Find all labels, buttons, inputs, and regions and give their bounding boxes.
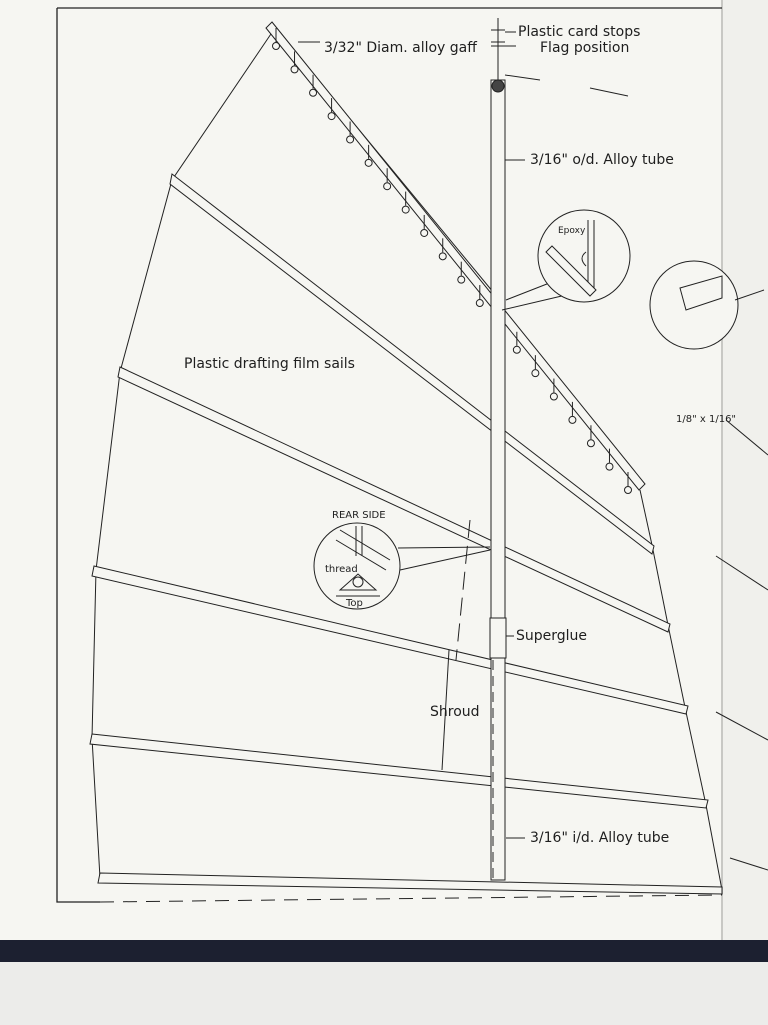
- epoxy-detail: [538, 210, 630, 302]
- sail-hanger-ring: [439, 253, 446, 260]
- plastic-card-stops-label: Plastic card stops: [518, 24, 641, 40]
- mast: [490, 18, 506, 880]
- sail-hanger-ring: [606, 463, 613, 470]
- sail-hanger-ring: [273, 43, 280, 50]
- gaff-label: 3/32" Diam. alloy gaff: [324, 40, 477, 56]
- sail-hanger-ring: [310, 89, 317, 96]
- sail-hanger-ring: [625, 487, 632, 494]
- batten-size-label: 1/8" x 1/16": [676, 414, 737, 425]
- sails-label: Plastic drafting film sails: [184, 356, 355, 372]
- superglue-label: Superglue: [516, 628, 588, 644]
- sail-hanger-ring: [550, 393, 557, 400]
- sail-hanger-ring: [513, 346, 520, 353]
- sail-hanger-ring: [402, 206, 409, 213]
- shroud-label: Shroud: [430, 704, 480, 720]
- sail-hanger-ring: [384, 183, 391, 190]
- epoxy-label: Epoxy: [558, 226, 586, 236]
- flag-position-label: Flag position: [540, 40, 630, 56]
- sail-hanger-ring: [458, 276, 465, 283]
- rear-side-label: REAR SIDE: [332, 510, 386, 521]
- sail-hanger-ring: [569, 416, 576, 423]
- sail-hanger-ring: [365, 159, 372, 166]
- thread-label: thread: [325, 564, 358, 575]
- sail-hanger-ring: [291, 66, 298, 73]
- sail-hanger-ring: [347, 136, 354, 143]
- sail-hanger-ring: [532, 370, 539, 377]
- upper-tube-label: 3/16" o/d. Alloy tube: [530, 152, 674, 168]
- top-label: Top: [346, 598, 363, 609]
- sail-hanger-ring: [421, 229, 428, 236]
- binding-edge: [0, 940, 768, 962]
- sail-hanger-ring: [328, 113, 335, 120]
- next-page-strip: [722, 0, 768, 945]
- lower-tube-label: 3/16" i/d. Alloy tube: [530, 830, 670, 846]
- sail-hanger-ring: [476, 300, 483, 307]
- sail-hanger-ring: [587, 440, 594, 447]
